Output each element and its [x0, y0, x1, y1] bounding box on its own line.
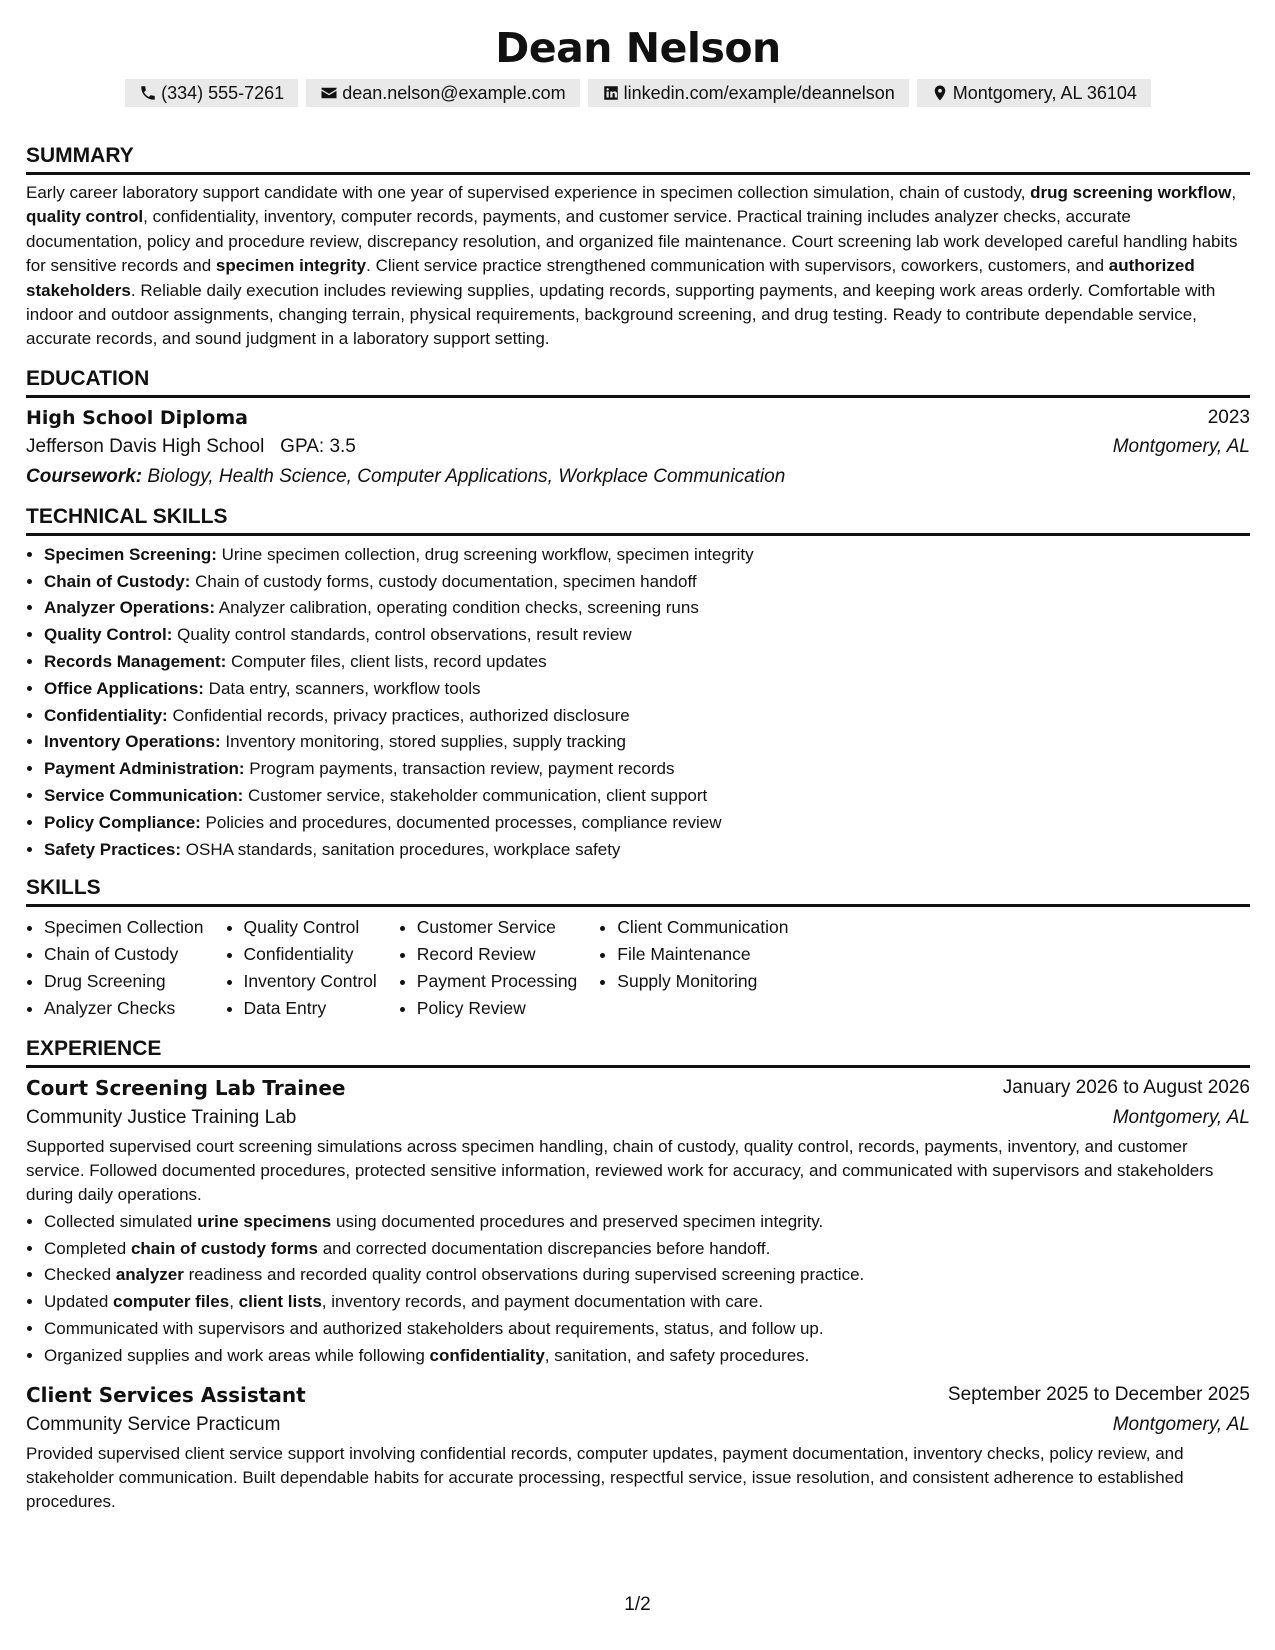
skill-item: • Quality Control	[244, 914, 377, 941]
technical-skill-label: Records Management:	[44, 652, 227, 672]
skill-item: • Supply Monitoring	[617, 968, 788, 995]
summary-text	[26, 181, 1250, 352]
skill-item: • Policy Review	[417, 995, 578, 1022]
job-organization: Community Justice Training Lab	[26, 1106, 297, 1128]
email-text: dean.nelson@example.com	[342, 83, 566, 103]
skill-item: • Customer Service	[417, 914, 578, 941]
candidate-name: Dean Nelson	[495, 24, 781, 72]
job-dates: January 2026 to August 2026	[1002, 1076, 1250, 1098]
job-bullet	[44, 1289, 1250, 1316]
text-segment: Completed	[44, 1238, 131, 1258]
technical-skill-detail: Confidential records, privacy practices, authorized disclosure	[167, 705, 630, 725]
map-pin-icon	[931, 84, 949, 102]
experience-list	[26, 1073, 1250, 1515]
experience-heading: EXPERIENCE	[26, 1036, 162, 1060]
skill-item: • Data Entry	[244, 995, 377, 1022]
school-row	[26, 432, 1250, 462]
contact-linkedin[interactable]	[588, 79, 909, 107]
job-title: Court Screening Lab Trainee	[26, 1075, 346, 1100]
skills-divider	[26, 904, 1250, 907]
resume-page	[26, 0, 1250, 1515]
graduation-year: 2023	[1207, 406, 1250, 428]
job-description: Supported supervised court screening simulations across specimen handling, chain of custody, quality control, records, payments, inventory, and customer service. Followed documented procedures, protected sensitive information, reviewed work for accuracy, and communicated with supervisors and stakeholders during daily operations.	[26, 1136, 1214, 1205]
linkedin-text: linkedin.com/example/deannelson	[623, 83, 895, 103]
coursework-label: Coursework:	[26, 465, 143, 487]
contact-phone[interactable]	[125, 79, 298, 107]
technical-skill-label: Quality Control:	[44, 625, 173, 645]
job-org-row	[26, 1410, 1250, 1440]
technical-skill-item	[44, 703, 1250, 730]
technical-skill-item	[44, 783, 1250, 810]
skills-column	[599, 914, 788, 1021]
text-segment: ,	[1231, 183, 1237, 202]
technical-skill-item	[44, 595, 1250, 622]
skill-item: • Analyzer Checks	[44, 995, 204, 1022]
phone-text: (334) 555-7261	[161, 83, 285, 103]
job-org-row	[26, 1103, 1250, 1133]
emphasis-text: authorized stakeholders	[26, 256, 1195, 300]
summary-divider	[26, 172, 1250, 175]
technical-skill-item	[44, 569, 1250, 596]
emphasis-text: urine specimens	[197, 1211, 332, 1231]
job-bullet	[44, 1209, 1250, 1236]
technical-skill-item	[44, 756, 1250, 783]
emphasis-text: quality control	[26, 207, 144, 227]
technical-skills-list	[26, 542, 1250, 864]
job-title-row	[26, 1073, 1250, 1103]
emphasis-text: specimen integrity	[215, 256, 367, 276]
technical-skill-detail: Policies and procedures, documented processes, compliance review	[200, 812, 722, 832]
summary-heading: SUMMARY	[26, 144, 134, 167]
education-heading: EDUCATION	[26, 366, 150, 390]
job-description: Provided supervised client service support involving confidential records, computer updates, payment documentation, inventory checks, policy review, and stakeholder communication. Built dependable habits for accurate processing, respectful service, issue resolution, and consistent adherence to established procedures.	[26, 1443, 1184, 1512]
page-number: 1/2	[624, 1594, 651, 1615]
technical-skills-heading: TECHNICAL SKILLS	[26, 504, 228, 528]
skills-column	[226, 914, 377, 1021]
education-row	[26, 404, 1250, 432]
technical-skill-item	[44, 649, 1250, 676]
technical-skill-label: Specimen Screening:	[44, 544, 217, 564]
technical-skill-item	[44, 837, 1250, 864]
text-segment: , sanitation, and safety procedures.	[544, 1345, 810, 1365]
job-title-row	[26, 1380, 1250, 1410]
job-bullets	[26, 1209, 1250, 1370]
skill-item: • Specimen Collection	[44, 914, 204, 941]
text-segment: . Client service practice strengthened communication with supervisors, coworkers, customers, and	[366, 256, 1109, 276]
technical-skill-label: Office Applications:	[44, 678, 204, 698]
education-divider	[26, 395, 1250, 398]
technical-skill-detail: Chain of custody forms, custody documentation, specimen handoff	[190, 571, 697, 591]
technical-skill-detail: Program payments, transaction review, payment records	[244, 759, 675, 779]
job-bullet	[44, 1236, 1250, 1263]
technical-skills-divider	[26, 533, 1250, 536]
technical-skill-label: Chain of Custody:	[44, 571, 191, 591]
technical-skill-detail: Computer files, client lists, record updates	[226, 652, 547, 672]
technical-skill-item	[44, 622, 1250, 649]
gpa: GPA: 3.5	[280, 435, 356, 457]
job-location: Montgomery, AL	[1112, 1413, 1250, 1435]
skills-column	[399, 914, 578, 1021]
contact-email[interactable]	[306, 79, 579, 107]
emphasis-text: computer files	[113, 1292, 230, 1312]
text-segment: , inventory records, and payment documentation with care.	[321, 1292, 764, 1312]
technical-skill-label: Policy Compliance:	[44, 812, 201, 832]
phone-icon	[139, 84, 157, 102]
emphasis-text: drug screening workflow	[1030, 183, 1232, 202]
skill-item: • Payment Processing	[417, 968, 578, 995]
experience-entry	[26, 1073, 1250, 1370]
technical-skill-detail: OSHA standards, sanitation procedures, workplace safety	[181, 839, 621, 859]
text-segment: using documented procedures and preserved specimen integrity.	[331, 1211, 824, 1231]
location-text: Montgomery, AL 36104	[952, 83, 1137, 103]
text-segment: readiness and recorded quality control observations during supervised screening practice.	[183, 1265, 865, 1285]
technical-skill-label: Service Communication:	[44, 786, 244, 806]
technical-skill-detail: Analyzer calibration, operating condition checks, screening runs	[215, 598, 699, 618]
technical-skill-item	[44, 729, 1250, 756]
emphasis-text: analyzer	[115, 1265, 184, 1285]
emphasis-text: chain of custody forms	[130, 1238, 318, 1258]
skill-item: • Inventory Control	[244, 968, 377, 995]
skills-heading: SKILLS	[26, 876, 101, 900]
technical-skill-label: Confidentiality:	[44, 705, 168, 725]
skill-item: • Record Review	[417, 941, 578, 968]
text-segment: ,	[229, 1292, 239, 1312]
job-bullet	[44, 1343, 1250, 1370]
text-segment: Communicated with supervisors and authorized stakeholders about requirements, status, and follow up.	[44, 1319, 824, 1338]
job-location: Montgomery, AL	[1112, 1106, 1250, 1128]
technical-skill-label: Payment Administration:	[44, 759, 245, 779]
emphasis-text: confidentiality	[429, 1345, 545, 1365]
skill-item: • Drug Screening	[44, 968, 204, 995]
text-segment: and corrected documentation discrepancies before handoff.	[317, 1238, 771, 1258]
job-bullet	[44, 1316, 1250, 1343]
technical-skill-detail: Customer service, stakeholder communication, client support	[243, 786, 708, 806]
coursework-list: Biology, Health Science, Computer Applications, Workplace Communication	[147, 465, 786, 487]
school-name: Jefferson Davis High School	[26, 435, 265, 457]
text-segment: Early career laboratory support candidate with one year of supervised experience in specimen collection simulation, chain of custody,	[26, 183, 1031, 202]
technical-skill-detail: Inventory monitoring, stored supplies, supply tracking	[220, 732, 627, 752]
technical-skill-detail: Urine specimen collection, drug screening workflow, specimen integrity	[216, 544, 754, 564]
experience-entry	[26, 1380, 1250, 1515]
contact-location[interactable]	[917, 79, 1151, 107]
technical-skill-detail: Quality control standards, control observations, result review	[172, 625, 632, 645]
coursework-line	[26, 462, 1250, 492]
linkedin-icon	[602, 84, 620, 102]
text-segment: Checked	[44, 1265, 116, 1285]
skill-item: • Client Communication	[617, 914, 788, 941]
text-segment: Collected simulated	[44, 1211, 198, 1231]
school-info	[26, 432, 356, 462]
technical-skill-detail: Data entry, scanners, workflow tools	[203, 678, 481, 698]
text-segment: Organized supplies and work areas while following	[44, 1345, 430, 1365]
text-segment: , confidentiality, inventory, computer records, payments, and customer service. Practical training includes analyzer checks, accurate documentation, policy and procedure review, discrepancy resolution, and organized file maintenance. Court screening lab work developed careful handling habits for sensitive records and	[26, 207, 1238, 276]
contact-bar	[26, 79, 1250, 107]
technical-skill-label: Safety Practices:	[44, 839, 182, 859]
skill-item: • Chain of Custody	[44, 941, 204, 968]
skill-item: • File Maintenance	[617, 941, 788, 968]
technical-skill-item	[44, 542, 1250, 569]
experience-divider	[26, 1065, 1250, 1068]
text-segment: . Reliable daily execution includes reviewing supplies, updating records, supporting payments, and keeping work areas orderly. Comfortable with indoor and outdoor assignments, changing terrain, physical requirements, background screening, and drug testing. Ready to contribute dependable service, accurate records, and sound judgment in a laboratory support setting.	[26, 280, 1216, 349]
degree: High School Diploma	[26, 406, 248, 429]
technical-skill-label: Analyzer Operations:	[44, 598, 215, 618]
job-title: Client Services Assistant	[26, 1382, 306, 1407]
technical-skill-item	[44, 676, 1250, 703]
text-segment: Updated	[44, 1292, 113, 1312]
school-location: Montgomery, AL	[1112, 435, 1250, 457]
skills-grid	[26, 914, 1250, 1021]
skills-column	[26, 914, 204, 1021]
technical-skill-label: Inventory Operations:	[44, 732, 221, 752]
skill-item: • Confidentiality	[244, 941, 377, 968]
job-organization: Community Service Practicum	[26, 1413, 281, 1435]
envelope-icon	[320, 84, 338, 102]
technical-skill-item	[44, 810, 1250, 837]
emphasis-text: client lists	[238, 1292, 322, 1312]
job-bullet	[44, 1262, 1250, 1289]
job-dates: September 2025 to December 2025	[947, 1383, 1250, 1405]
